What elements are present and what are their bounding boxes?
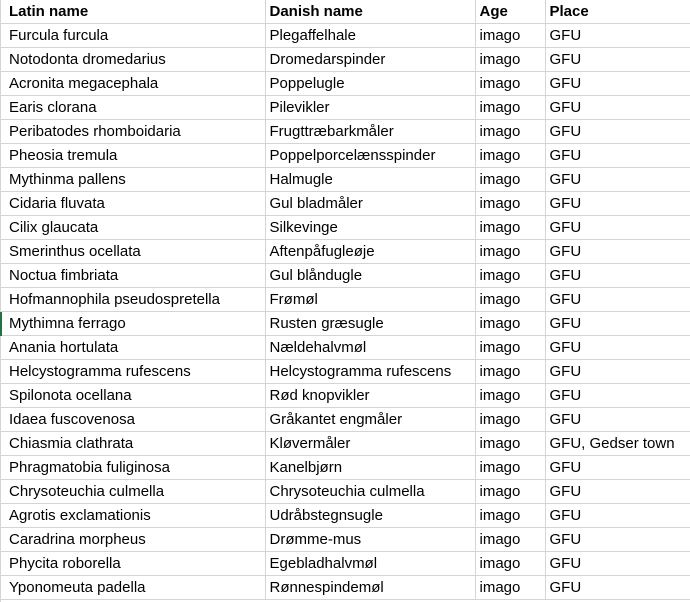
cell-danish[interactable]: Halmugle	[265, 168, 475, 192]
table-row	[0, 312, 690, 336]
cell-place[interactable]: GFU	[545, 504, 690, 528]
table-row	[0, 264, 690, 288]
cell-danish[interactable]: Pilevikler	[265, 96, 475, 120]
cell-age[interactable]: imago	[475, 408, 545, 432]
table-row	[0, 504, 690, 528]
cell-place[interactable]: GFU	[545, 24, 690, 48]
cell-danish[interactable]: Gul bladmåler	[265, 192, 475, 216]
cell-age[interactable]: imago	[475, 504, 545, 528]
cell-place[interactable]: GFU	[545, 144, 690, 168]
active-cell-indicator	[0, 312, 2, 336]
cell-age[interactable]: imago	[475, 336, 545, 360]
table-row	[0, 144, 690, 168]
header-latin-name[interactable]: Latin name	[0, 0, 265, 24]
cell-latin[interactable]: Idaea fuscovenosa	[0, 408, 265, 432]
cell-age[interactable]: imago	[475, 432, 545, 456]
cell-danish[interactable]: Udråbstegnsugle	[265, 504, 475, 528]
cell-age[interactable]: imago	[475, 552, 545, 576]
cell-age[interactable]: imago	[475, 120, 545, 144]
cell-age[interactable]: imago	[475, 384, 545, 408]
cell-latin[interactable]: Spilonota ocellana	[0, 384, 265, 408]
table-body	[0, 24, 690, 600]
table-row	[0, 96, 690, 120]
cell-danish[interactable]: Rønnespindemøl	[265, 576, 475, 600]
table-row	[0, 528, 690, 552]
cell-latin[interactable]: Noctua fimbriata	[0, 264, 265, 288]
table-row	[0, 24, 690, 48]
cell-place[interactable]: GFU	[545, 456, 690, 480]
cell-latin[interactable]: Earis clorana	[0, 96, 265, 120]
cell-latin[interactable]: Cilix glaucata	[0, 216, 265, 240]
cell-place[interactable]: GFU	[545, 576, 690, 600]
cell-latin[interactable]: Helcystogramma rufescens	[0, 360, 265, 384]
cell-place[interactable]: GFU	[545, 360, 690, 384]
table-row	[0, 456, 690, 480]
cell-latin[interactable]: Phragmatobia fuliginosa	[0, 456, 265, 480]
cell-place[interactable]: GFU, Gedser town	[545, 432, 690, 456]
cell-age[interactable]: imago	[475, 96, 545, 120]
table-row	[0, 384, 690, 408]
cell-danish[interactable]: Frugttræbarkmåler	[265, 120, 475, 144]
table-row	[0, 480, 690, 504]
cell-place[interactable]: GFU	[545, 120, 690, 144]
cell-place[interactable]: GFU	[545, 168, 690, 192]
table-row	[0, 72, 690, 96]
table-row	[0, 120, 690, 144]
cell-latin[interactable]: Peribatodes rhomboidaria	[0, 120, 265, 144]
cell-place[interactable]: GFU	[545, 312, 690, 336]
cell-danish[interactable]: Poppelporcelænsspinder	[265, 144, 475, 168]
cell-latin[interactable]: Smerinthus ocellata	[0, 240, 265, 264]
cell-danish[interactable]: Aftenpåfugleøje	[265, 240, 475, 264]
cell-place[interactable]: GFU	[545, 384, 690, 408]
cell-place[interactable]: GFU	[545, 240, 690, 264]
table-row	[0, 216, 690, 240]
cell-age[interactable]: imago	[475, 168, 545, 192]
cell-latin[interactable]: Furcula furcula	[0, 24, 265, 48]
cell-age[interactable]: imago	[475, 216, 545, 240]
table-row	[0, 192, 690, 216]
cell-latin[interactable]: Hofmannophila pseudospretella	[0, 288, 265, 312]
cell-danish[interactable]: Silkevinge	[265, 216, 475, 240]
cell-age[interactable]: imago	[475, 240, 545, 264]
table-row	[0, 168, 690, 192]
table-row	[0, 432, 690, 456]
cell-latin[interactable]: Cidaria fluvata	[0, 192, 265, 216]
cell-age[interactable]: imago	[475, 72, 545, 96]
cell-latin[interactable]: Phycita roborella	[0, 552, 265, 576]
cell-danish[interactable]: Frømøl	[265, 288, 475, 312]
cell-place[interactable]: GFU	[545, 72, 690, 96]
cell-age[interactable]: imago	[475, 48, 545, 72]
cell-danish[interactable]: Rød knopvikler	[265, 384, 475, 408]
cell-latin[interactable]: Pheosia tremula	[0, 144, 265, 168]
table-row	[0, 552, 690, 576]
cell-place[interactable]: GFU	[545, 264, 690, 288]
cell-danish[interactable]: Egebladhalvmøl	[265, 552, 475, 576]
table-row	[0, 408, 690, 432]
cell-danish[interactable]: Gul blåndugle	[265, 264, 475, 288]
header-danish-name[interactable]: Danish name	[265, 0, 475, 24]
cell-age[interactable]: imago	[475, 144, 545, 168]
table-row	[0, 576, 690, 600]
cell-age[interactable]: imago	[475, 456, 545, 480]
cell-place[interactable]: GFU	[545, 480, 690, 504]
cell-latin[interactable]: Anania hortulata	[0, 336, 265, 360]
cell-danish[interactable]: Poppelugle	[265, 72, 475, 96]
cell-place[interactable]: GFU	[545, 336, 690, 360]
cell-danish[interactable]: Rusten græsugle	[265, 312, 475, 336]
table-row	[0, 240, 690, 264]
cell-place[interactable]: GFU	[545, 528, 690, 552]
cell-latin[interactable]: Mythinma pallens	[0, 168, 265, 192]
cell-place[interactable]: GFU	[545, 216, 690, 240]
cell-age[interactable]: imago	[475, 192, 545, 216]
cell-latin[interactable]: Agrotis exclamationis	[0, 504, 265, 528]
table-row	[0, 48, 690, 72]
cell-latin[interactable]: Yponomeuta padella	[0, 576, 265, 600]
cell-latin[interactable]: Caradrina morpheus	[0, 528, 265, 552]
cell-place[interactable]: GFU	[545, 96, 690, 120]
cell-age[interactable]: imago	[475, 312, 545, 336]
table-row	[0, 360, 690, 384]
cell-danish[interactable]: Drømme-mus	[265, 528, 475, 552]
cell-latin[interactable]: Chiasmia clathrata	[0, 432, 265, 456]
cell-latin[interactable]: Mythimna ferrago	[0, 312, 265, 336]
table-row	[0, 288, 690, 312]
header-age[interactable]: Age	[475, 0, 545, 24]
cell-place[interactable]: GFU	[545, 288, 690, 312]
cell-age[interactable]: imago	[475, 264, 545, 288]
cell-age[interactable]: imago	[475, 480, 545, 504]
cell-age[interactable]: imago	[475, 360, 545, 384]
table-row	[0, 336, 690, 360]
cell-danish[interactable]: Dromedarspinder	[265, 48, 475, 72]
cell-danish[interactable]: Kanelbjørn	[265, 456, 475, 480]
cell-place[interactable]: GFU	[545, 552, 690, 576]
cell-latin[interactable]: Chrysoteuchia culmella	[0, 480, 265, 504]
header-row	[0, 0, 690, 24]
cell-danish[interactable]: Plegaffelhale	[265, 24, 475, 48]
cell-danish[interactable]: Nældehalvmøl	[265, 336, 475, 360]
cell-danish[interactable]: Helcystogramma rufescens	[265, 360, 475, 384]
cell-danish[interactable]: Gråkantet engmåler	[265, 408, 475, 432]
cell-place[interactable]: GFU	[545, 408, 690, 432]
cell-age[interactable]: imago	[475, 576, 545, 600]
header-place[interactable]: Place	[545, 0, 690, 24]
cell-age[interactable]: imago	[475, 24, 545, 48]
cell-place[interactable]: GFU	[545, 192, 690, 216]
cell-age[interactable]: imago	[475, 528, 545, 552]
cell-danish[interactable]: Chrysoteuchia culmella	[265, 480, 475, 504]
cell-latin[interactable]: Acronita megacephala	[0, 72, 265, 96]
cell-latin[interactable]: Notodonta dromedarius	[0, 48, 265, 72]
cell-place[interactable]: GFU	[545, 48, 690, 72]
cell-danish[interactable]: Kløvermåler	[265, 432, 475, 456]
cell-age[interactable]: imago	[475, 288, 545, 312]
